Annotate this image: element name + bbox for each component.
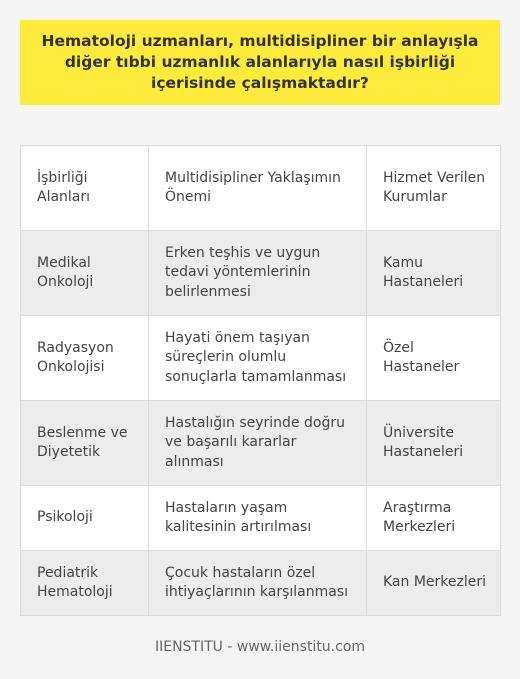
table-cell: Pediatrik Hematoloji: [21, 551, 149, 616]
table-cell: Hastaların yaşam kalitesinin artırılması: [149, 486, 367, 551]
table-cell: Beslenme ve Diyetetik: [21, 401, 149, 486]
table-cell: Çocuk hastaların özel ihtiyaçlarının karşılanması: [149, 551, 367, 616]
table-row: [21, 486, 501, 551]
page-title: Hematoloji uzmanları, multidisipliner bir anlayışla diğer tıbbi uzmanlık alanlarıyla nasıl işbirliği içerisinde çalışmaktadır?: [41, 32, 479, 92]
table-cell: Kan Merkezleri: [367, 551, 501, 616]
table-cell: Hayati önem taşıyan süreçlerin olumlu sonuçlarla tamamlanması: [149, 316, 367, 401]
footer-credit: IIENSTITU - www.iienstitu.com: [154, 639, 366, 655]
table-cell: Medikal Onkoloji: [21, 231, 149, 316]
table-cell: Multidisipliner Yaklaşımın Önemi: [149, 146, 367, 231]
table-cell: Hastalığın seyrinde doğru ve başarılı kararlar alınması: [149, 401, 367, 486]
table-cell: Radyasyon Onkolojisi: [21, 316, 149, 401]
table-header-row: [21, 146, 501, 231]
table-row: [21, 551, 501, 616]
table-cell: Üniversite Hastaneleri: [367, 401, 501, 486]
table-cell: Özel Hastaneler: [367, 316, 501, 401]
table-cell: İşbirliği Alanları: [21, 146, 149, 231]
table-row: [21, 401, 501, 486]
collaboration-table: [20, 145, 501, 616]
table-cell: Psikoloji: [21, 486, 149, 551]
title-banner: [20, 20, 500, 105]
table-cell: Hizmet Verilen Kurumlar: [367, 146, 501, 231]
table-row: [21, 231, 501, 316]
table-cell: Erken teşhis ve uygun tedavi yöntemlerinin belirlenmesi: [149, 231, 367, 316]
table-row: [21, 316, 501, 401]
table-cell: Kamu Hastaneleri: [367, 231, 501, 316]
table-cell: Araştırma Merkezleri: [367, 486, 501, 551]
